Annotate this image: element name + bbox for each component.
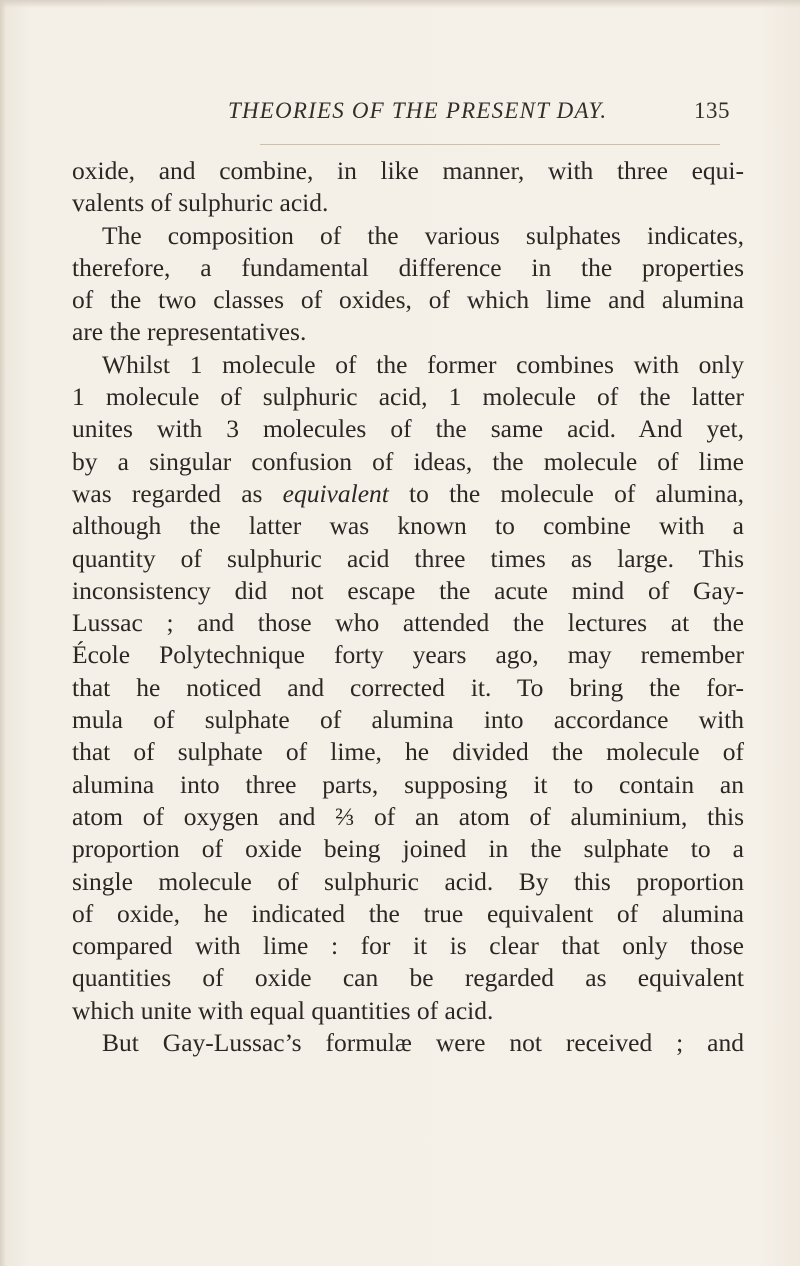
text-line: mula of sulphate of alumina into accordance with [72,705,744,735]
text-line: which unite with equal quantities of acid. [72,995,494,1025]
text-line: that he noticed and corrected it. To bring the for- [72,672,744,702]
text-segment: to the molecule of alumina, [388,478,745,508]
page-top-shadow [0,0,800,8]
text-line: compared with lime : for it is clear that only those [72,931,744,961]
text-line: by a singular confusion of ideas, the molecule of lime [72,446,744,476]
text-line: of oxide, he indicated the true equivalent of alumina [72,898,744,928]
text-line: 1 molecule of sulphuric acid, 1 molecule of the latter [72,382,744,412]
page-gutter-edge [0,0,6,1266]
text-line: inconsistency did not escape the acute mind of Gay- [72,575,744,605]
running-head [0,96,800,136]
text-line: École Polytechnique forty years ago, may remember [72,640,744,670]
text-line: quantities of oxide can be regarded as equivalent [72,963,744,993]
page-number: 135 [694,98,730,123]
italic-word-equivalent: equivalent [282,478,389,508]
text-segment: was regarded as [72,478,283,508]
text-line: although the latter was known to combine with a [72,511,744,541]
text-line: proportion of oxide being joined in the sulphate to a [72,834,744,864]
text-line: of the two classes of oxides, of which lime and alumina [72,285,744,315]
running-title: THEORIES OF THE PRESENT DAY. [228,98,608,123]
text-line: atom of oxygen and ⅔ of an atom of aluminium, this [72,801,744,831]
header-rule [260,144,720,145]
text-line: Lussac ; and those who attended the lectures at the [72,608,744,638]
text-line: single molecule of sulphuric acid. By this proportion [72,866,744,896]
text-line: The composition of the various sulphates indicates, [102,220,744,250]
text-line: that of sulphate of lime, he divided the molecule of [72,737,744,767]
body-text [72,155,744,1059]
text-line: alumina into three parts, supposing it to contain an [72,769,744,799]
text-line: But Gay-Lussac’s formulæ were not received ; and [102,1028,744,1058]
text-line: therefore, a fundamental difference in the properties [72,252,744,282]
text-line: valents of sulphuric acid. [72,188,329,218]
text-line: are the representatives. [72,317,307,347]
text-line: quantity of sulphuric acid three times as large. This [72,543,744,573]
text-line: Whilst 1 molecule of the former combines with only [102,349,744,379]
text-line: unites with 3 molecules of the same acid. And yet, [72,414,744,444]
text-line-mixed [72,478,744,510]
text-line: oxide, and combine, in like manner, with three equi- [72,156,744,185]
